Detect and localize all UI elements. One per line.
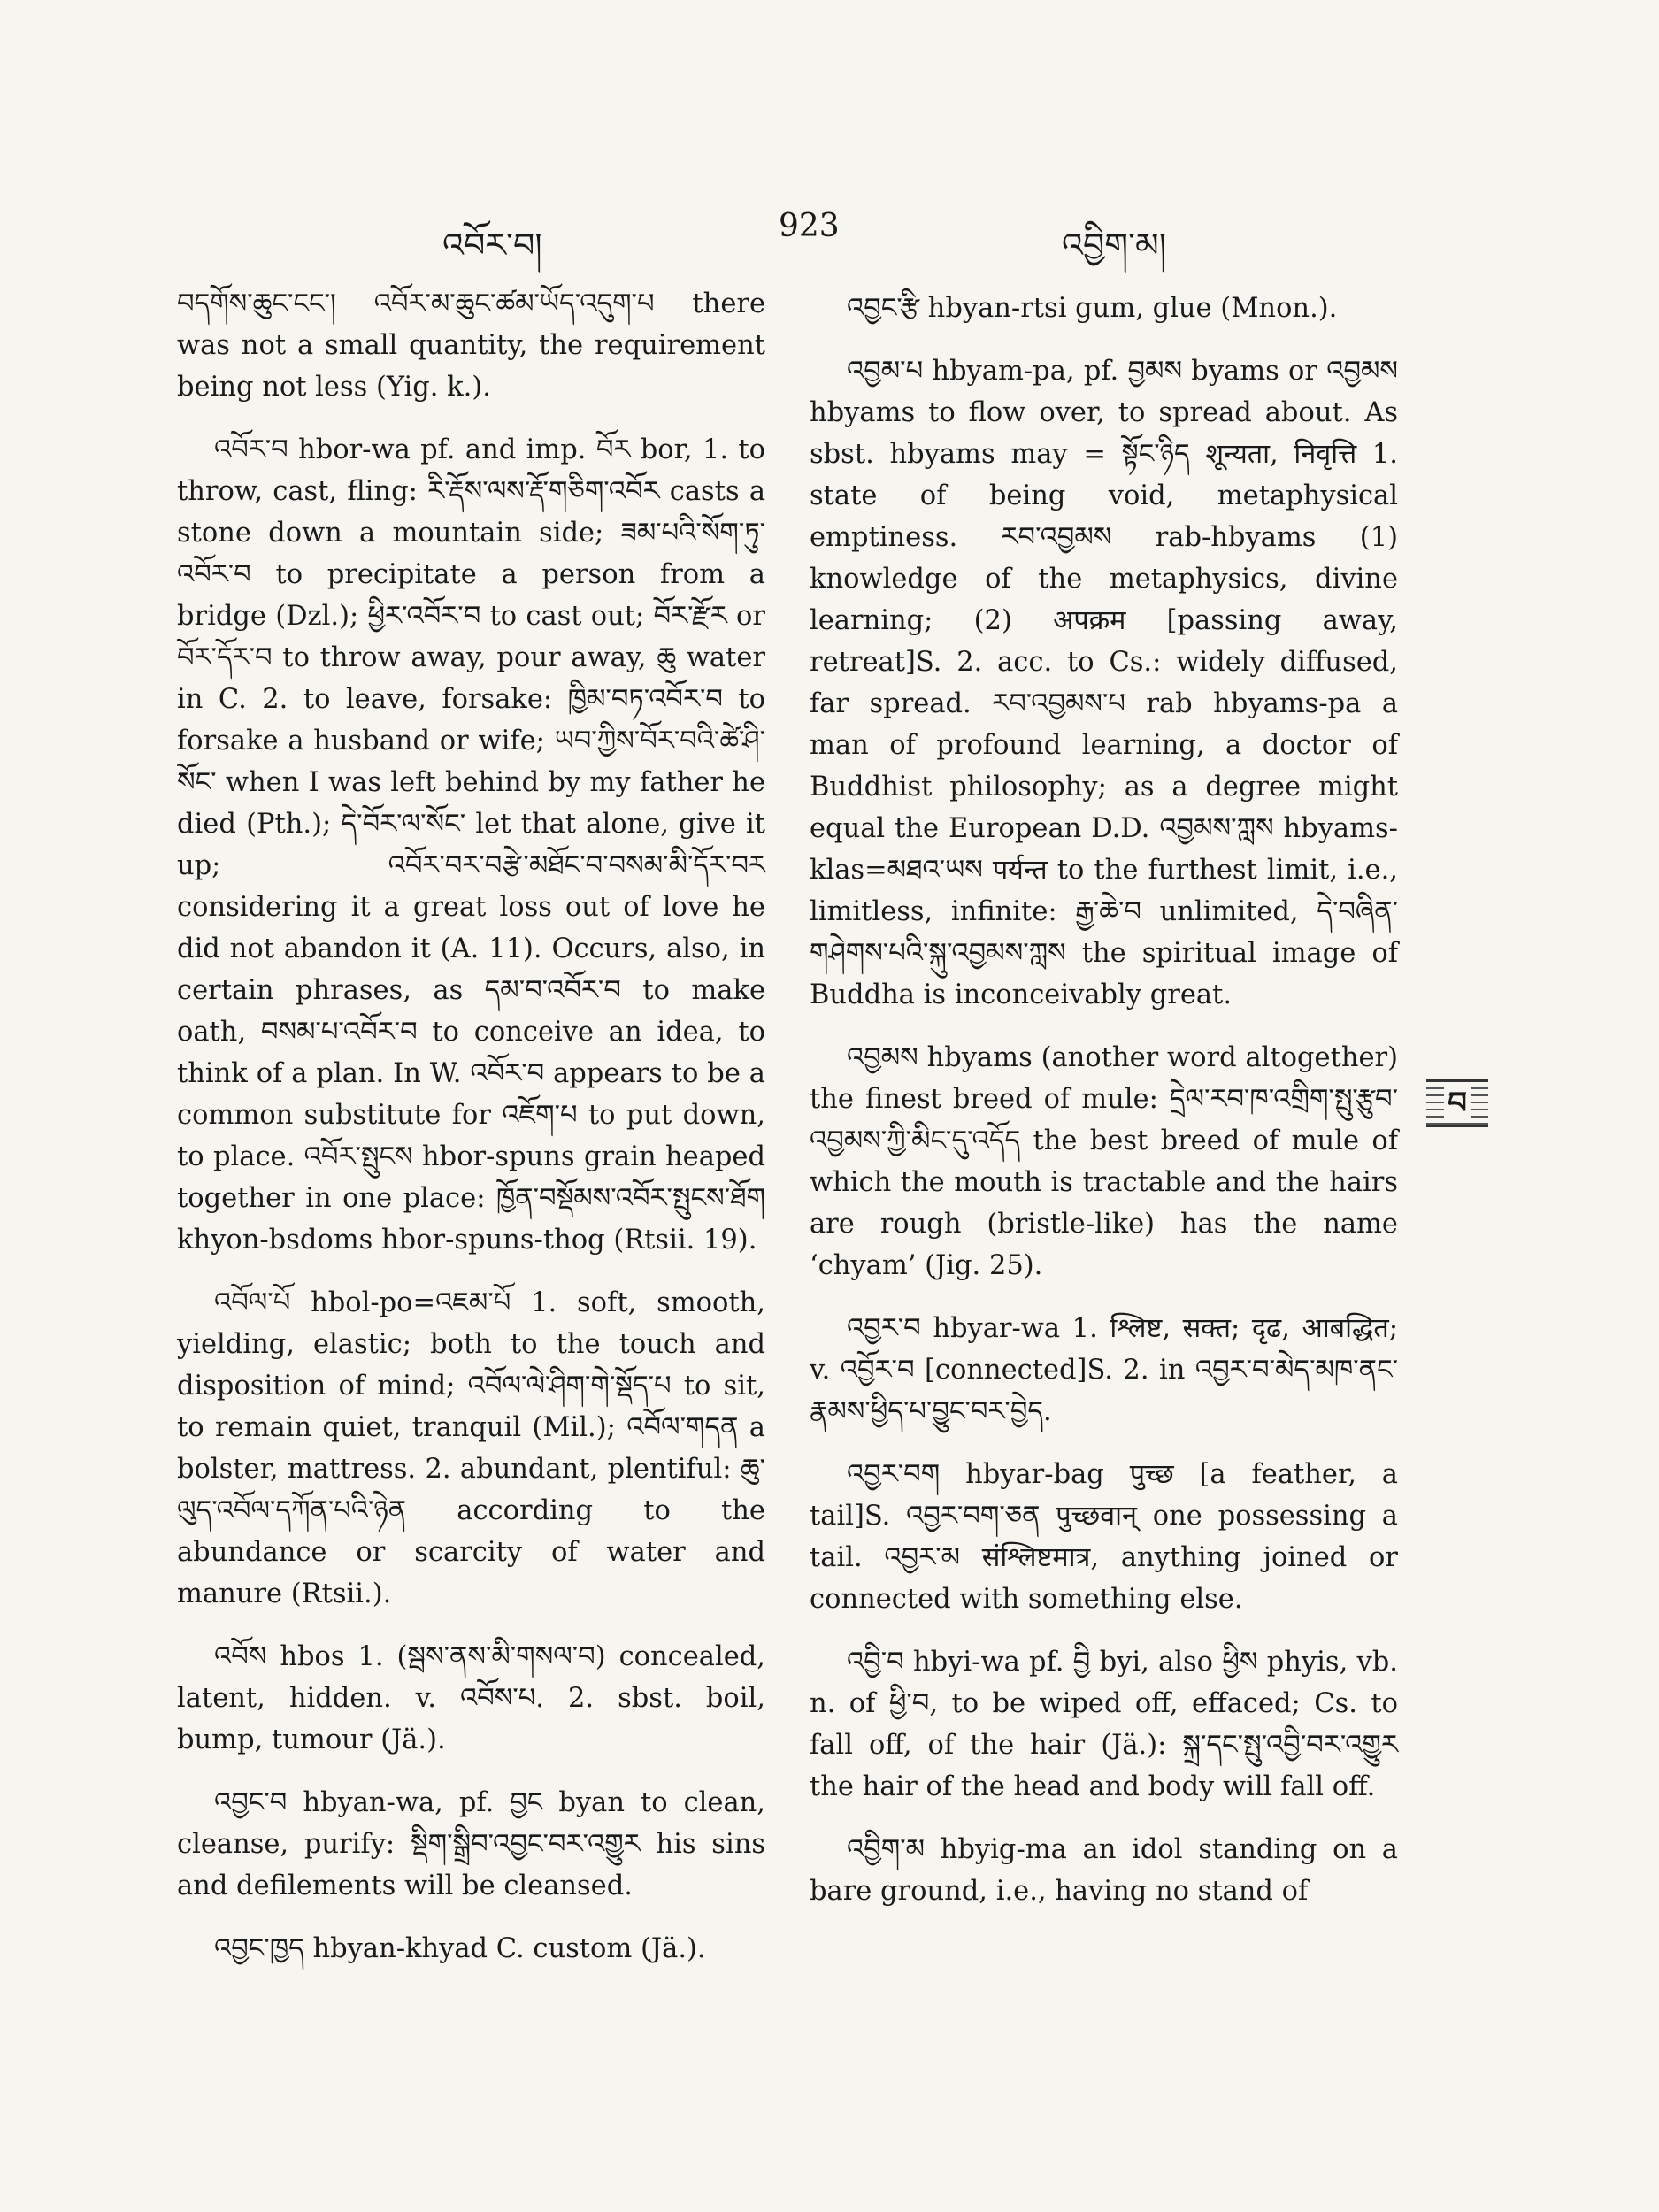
thumb-index-tab [1426,1079,1488,1127]
header-right-word: འབྱིག་མ། [1062,226,1167,265]
thumb-tab-letter: བ [1444,1086,1471,1121]
entry-hbyan-rtsi: འབྱང་རྩི hbyan-rtsi gum, glue (Mnon.). [847,293,1338,324]
entry-continuation: བདགོས་ཆུང་ངང་། འབོར་མ་ཆུང་ཚམ་ཡོད་འདུག་པ there was not a small quantity, the requirement being not less (Yig. k.). [177,288,765,403]
entry-hbyig-ma: འབྱིག་མ hbyig-ma an idol standing on a bare ground, i.e., having no stand of [810,1834,1398,1907]
entry-hbyi-wa: འབྱི་བ hbyi-wa pf. བྱི byi, also ཕྱིས phyis, vb. n. of ཕྱི་བ, to be wiped off, effaced; Cs. to fall off, of the hair (Jä.): སྐྲ་དང་སྤུ་འབྱི་བར་འགྱུར the hair of the head and body will fall off. [810,1647,1398,1802]
running-head [0,208,1659,265]
entry-hbyan-khyad: འབྱང་ཁྱད hbyan-khyad C. custom (Jä.). [214,1933,706,1964]
entry-hbyam-pa: འབྱམ་པ hbyam-pa, pf. བྱམས byams or འབྱམས hbyams to flow over, to spread about. As sbst. hbyams may = སྟོང་ཉིད शून्यता, निवृत्ति 1. state of being void, metaphysical emptiness. རབ་འབྱམས rab-hbyams (1) knowledge of the metaphysics, divine learning; (2) अपक्रम [passing away, retreat]S. 2. acc. to Cs.: widely diffused, far spread. རབ་འབྱམས་པ rab hbyams-pa a man of profound learning, a doctor of Buddhist philosophy; as a degree might equal the European D.D. འབྱམས་ཀླས hbyams-klas=མཐའ་ཡས पर्यन्त to the furthest limit, i.e., limitless, infinite: རྒྱ་ཆེ་བ unlimited, དེ་བཞིན་གཤེགས་པའི་སྐུ་འབྱམས་ཀླས the spiritual image of Buddha is inconceivably great. [810,356,1398,1010]
page-number: 923 [779,208,840,244]
entry-hbos: འབོས hbos 1. (སྦས་ནས་མི་གསལ་བ) concealed, latent, hidden. v. འབོས་པ. 2. sbst. boil, bump, tumour (Jä.). [177,1641,765,1755]
right-column [810,288,1398,1933]
entry-hbyar-wa: འབྱར་བ hbyar-wa 1. श्लिष्ट, सक्त; दृढ, आबद्धित; v. འབྱོར་བ [connected]S. 2. in འབྱར་བ་མེད་མཁ་ནང་རྣམས་ཕྱིད་པ་བྱུང་བར་བྱེད. [810,1313,1398,1427]
entry-hbor-wa: འབོར་བ hbor-wa pf. and imp. བོར bor, 1. to throw, cast, fling: རི་རྡོས་ལས་རྡོ་གཅིག་འབོར casts a stone down a mountain side; ཟམ་པའི་སོག་ཏུ་འབོར་བ to precipitate a person from a bridge (Dzl.); ཕྱིར་འབོར་བ to cast out; བོར་རྫོར or བོར་དོར་བ to throw away, pour away, ཆུ water in C. 2. to leave, forsake: ཁྱིམ་བཏ་འབོར་བ to forsake a husband or wife; ཡབ་ཀྱིས་བོར་བའི་ཚེ་ཤི་སོང་ when I was left behind by my father he died (Pth.); དེ་བོར་ལ་སོང་ let that alone, give it up; འབོར་བར་བརྩེ་མཐོང་བ་བསམ་མི་དོར་བར considering it a great loss out of love he did not abandon it (A. 11). Occurs, also, in certain phrases, as དམ་བ་འབོར་བ to make oath, བསམ་པ་འབོར་བ to conceive an idea, to think of a plan. In W. འབོར་བ appears to be a common substitute for འཇོག་པ to put down, to place. འབོར་སྤུངས hbor-spuns grain heaped together in one place: ཁྱོན་བསྡོམས་འབོར་སྤུངས་ཐོག khyon-bsdoms hbor-spuns-thog (Rtsii. 19). [177,434,765,1256]
entry-hbyar-bag: འབྱར་བག hbyar-bag पुच्छ [a feather, a tail]S. འབྱར་བག་ཅན पुच्छवान् one possessing a tail. འབྱར་མ संश्लिष्टमात्र, anything joined or connected with something else. [810,1459,1398,1615]
entry-hbyams: འབྱམས hbyams (another word altogether) the finest breed of mule: དྲེལ་རབ་ཁ་འགྲིག་སྤུ་རྩུབ་འབྱམས་ཀྱི་མིང་དུ་འདོད the best breed of mule of which the mouth is tractable and the hairs are rough (bristle-like) has the name ‘chyam’ (Jig. 25). [810,1042,1398,1281]
entry-hbyan-wa: འབྱང་བ hbyan-wa, pf. བྱང byan to clean, cleanse, purify: སྡིག་སྒྲིབ་འབྱང་བར་འགྱུར his sins and defilements will be cleansed. [177,1787,765,1901]
left-column [177,283,765,1991]
entry-hbol-po: འབོལ་པོ hbol-po=འཇམ་པོ 1. soft, smooth, yielding, elastic; both to the touch and disposition of mind; འབོལ་ལེ་ཤིག་གེ་སྡོད་པ to sit, to remain quiet, tranquil (Mil.); འབོལ་གདན a bolster, mattress. 2. abundant, plentiful: ཆུ་ལུད་འབོལ་དཀོན་པའི་ཉེན according to the abundance or scarcity of water and manure (Rtsii.). [177,1287,765,1609]
header-left-word: འབོར་བ། [442,226,542,265]
